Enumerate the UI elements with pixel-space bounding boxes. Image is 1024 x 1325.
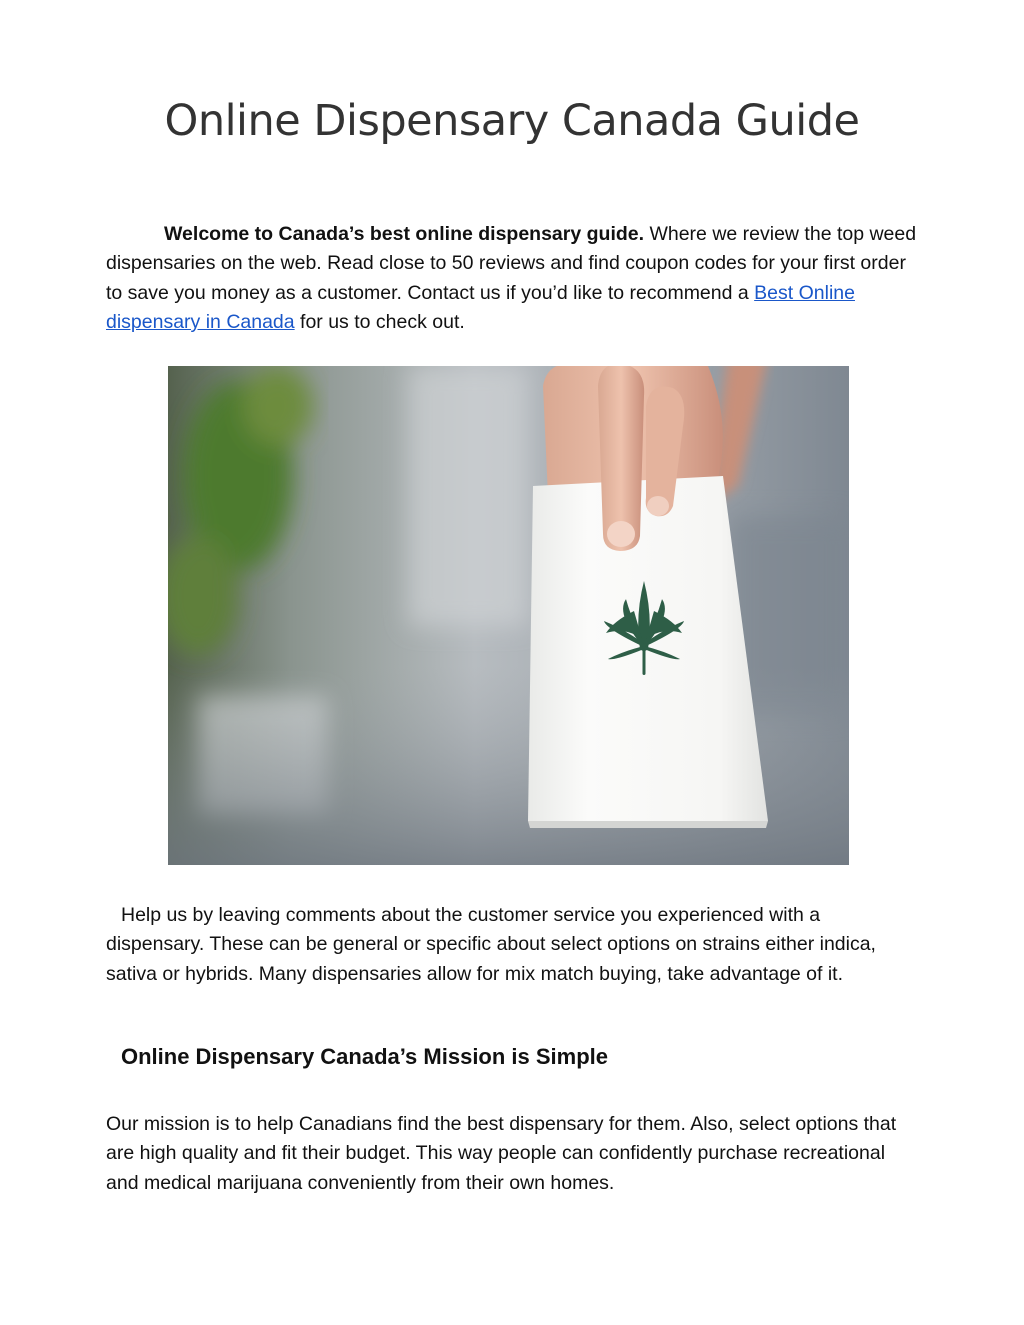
mission-paragraph: Our mission is to help Canadians find the best dispensary for them. Also, select options that are high quality and fit their budget. This way people can confidently purchase recreational and medical marijuana conveniently from their own homes.	[106, 1113, 897, 1194]
intro-text: Where we review the top weed dispensaries on the web. Read close to 50 reviews and find coupon codes for your first order to save you money as a customer. Contact us if you’d like to recommend a	[106, 223, 917, 304]
best-dispensary-link[interactable]: Best Online dispensary in Canada	[106, 281, 855, 333]
intro-text-end: for us to check out.	[294, 310, 465, 333]
hero-image	[168, 366, 849, 865]
page-title: Online Dispensary Canada Guide	[164, 96, 860, 146]
mission-heading: Online Dispensary Canada’s Mission is Simple	[121, 1044, 609, 1069]
intro-bold-lead: Welcome to Canada’s best online dispensary guide.	[164, 223, 645, 245]
help-paragraph: Help us by leaving comments about the customer service you experienced with a dispensary. These can be general or specific about select options on strains either indica, sativa or hybrids. Many dispensaries allow for mix match buying, take advantage of it.	[106, 904, 876, 985]
intro-paragraph	[106, 220, 918, 337]
